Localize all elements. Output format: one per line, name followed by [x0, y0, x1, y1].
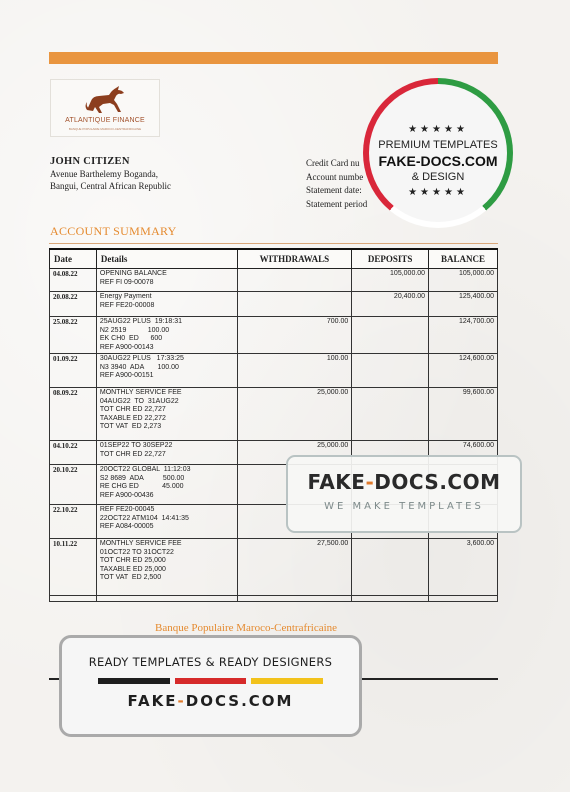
- detail-line: TOT VAT ED 2,273: [99, 423, 162, 430]
- detail-line: N3 3940 ADA 100.00: [99, 363, 179, 371]
- empty-cell: [352, 596, 429, 602]
- table-row: [50, 317, 498, 354]
- cell-date: 25.08.22: [50, 317, 97, 354]
- detail-line: TOT VAT ED 2,500: [99, 574, 162, 581]
- cell-deposit: [352, 354, 429, 388]
- account-info-block: [306, 157, 367, 211]
- watermark-box: [286, 455, 522, 533]
- table-row: [50, 292, 498, 317]
- detail-line: 25AUG22 PLUS 19:18:31: [99, 318, 182, 325]
- cell-withdrawal: [237, 292, 352, 317]
- table-header-row: [50, 249, 498, 269]
- account-holder-block: [50, 156, 171, 192]
- holder-address-line1: Avenue Barthelemy Boganda,: [50, 169, 159, 179]
- flag-stripe-black: [98, 678, 170, 684]
- watermark-dash: -: [365, 470, 375, 494]
- detail-line: TOT CHR ED 22,727: [99, 450, 166, 458]
- empty-cell: [429, 596, 498, 602]
- bank-footer-name: Banque Populaire Maroco-Centrafricaine: [155, 622, 338, 634]
- cell-deposit: [352, 539, 429, 596]
- transactions-table-wrap: [49, 248, 501, 597]
- detail-line: 04AUG22 TO 31AUG22: [99, 397, 179, 405]
- header-accent-bar: [49, 52, 498, 64]
- cell-details: [96, 317, 237, 354]
- cell-date: 08.09.22: [50, 388, 97, 441]
- cell-date: 04.10.22: [50, 441, 97, 465]
- cell-withdrawal: 25,000.00: [237, 441, 352, 465]
- cell-details: [96, 269, 237, 292]
- stamp-text-bottom: & DESIGN: [411, 171, 465, 183]
- watermark-title: [288, 470, 520, 494]
- detail-line: 01SEP22 TO 30SEP22: [99, 442, 173, 449]
- banner-tagline: READY TEMPLATES & READY DESIGNERS: [88, 655, 333, 669]
- detail-line: MONTHLY SERVICE FEE: [99, 389, 182, 396]
- detail-line: 01OCT22 TO 31OCT22: [99, 548, 174, 556]
- section-title: ACCOUNT SUMMARY: [50, 224, 177, 238]
- premium-stamp: [363, 78, 513, 228]
- cell-date: 20.10.22: [50, 465, 97, 505]
- cell-details: [96, 465, 237, 505]
- banner-title: [62, 692, 359, 710]
- promo-banner: [59, 635, 362, 737]
- cell-balance: 3,600.00: [429, 539, 498, 596]
- cell-withdrawal: [237, 269, 352, 292]
- cell-balance: 74,600.00: [429, 441, 498, 465]
- cell-details: [96, 388, 237, 441]
- cell-balance: 124,700.00: [429, 317, 498, 354]
- detail-line: REF FI 09-00078: [99, 278, 154, 286]
- account-number-label: Account numbe: [306, 171, 364, 182]
- stamp-text-top: PREMIUM TEMPLATES: [378, 139, 498, 151]
- title-divider: [49, 243, 498, 244]
- table-body: [50, 269, 501, 602]
- watermark-title-a: FAKE: [307, 470, 366, 494]
- watermark-subtitle: WE MAKE TEMPLATES: [324, 501, 484, 512]
- table-row: [50, 539, 498, 596]
- detail-line: MONTHLY SERVICE FEE: [99, 540, 182, 547]
- cell-deposit: 105,000.00: [352, 269, 429, 292]
- logo-wordmark: ATLANTIQUE FINANCE: [65, 117, 145, 124]
- flag-stripe-yellow: [251, 678, 323, 684]
- detail-line: 30AUG22 PLUS 17:33:25: [99, 355, 184, 362]
- detail-line: REF A084-00005: [99, 523, 154, 530]
- watermark-title-b: DOCS.COM: [374, 470, 501, 494]
- detail-line: REF A900-00436: [99, 491, 154, 499]
- cell-balance: 124,600.00: [429, 354, 498, 388]
- cell-deposit: [352, 317, 429, 354]
- cell-date: 20.08.22: [50, 292, 97, 317]
- cell-details: [96, 505, 237, 539]
- holder-name: JOHN CITIZEN: [50, 156, 130, 167]
- cell-withdrawal: 100.00: [237, 354, 352, 388]
- cell-details: [96, 441, 237, 465]
- banner-dash: -: [177, 692, 186, 710]
- detail-line: EK CH0 ED 600: [99, 335, 163, 342]
- stars-icon: ★★★★★: [408, 187, 468, 198]
- cell-date: 10.11.22: [50, 539, 97, 596]
- detail-line: TAXABLE ED 22,272: [99, 414, 166, 422]
- cell-balance: 125,400.00: [429, 292, 498, 317]
- cell-details: [96, 292, 237, 317]
- detail-line: RE CHG ED 45.000: [99, 483, 184, 490]
- detail-line: OPENING BALANCE: [99, 270, 167, 277]
- col-deposits: DEPOSITS: [352, 249, 429, 269]
- detail-line: REF FE20-00008: [99, 301, 155, 309]
- cell-date: 04.08.22: [50, 269, 97, 292]
- cell-withdrawal: 25,000.00: [237, 388, 352, 441]
- statement-date-label: Statement date:: [306, 185, 362, 195]
- detail-line: TAXABLE ED 25,000: [99, 565, 166, 573]
- statement-period-label: Statement period: [306, 198, 368, 209]
- cell-withdrawal: 27,500.00: [237, 539, 352, 596]
- cell-withdrawal: 700.00: [237, 317, 352, 354]
- detail-line: REF A900-00143: [99, 343, 154, 351]
- logo-tagline: BANQUE POPULAIRE MAROCO-CENTRAFRICAINE: [68, 127, 142, 131]
- card-number-label: Credit Card nu: [306, 158, 360, 168]
- cell-balance: 105,000.00: [429, 269, 498, 292]
- holder-address-line2: Bangui, Central African Republic: [50, 181, 171, 191]
- col-details: Details: [96, 249, 237, 269]
- stamp-face: [369, 84, 507, 222]
- horse-icon: [81, 84, 129, 116]
- banner-title-b: DOCS.COM: [185, 692, 294, 710]
- table-filler-row: [50, 596, 498, 602]
- detail-line: TOT CHR ED 25,000: [99, 557, 166, 564]
- cell-date: 22.10.22: [50, 505, 97, 539]
- detail-line: 20OCT22 GLOBAL 11:12:03: [99, 466, 191, 473]
- detail-line: REF FE20-00045: [99, 506, 155, 513]
- cell-deposit: 20,400.00: [352, 292, 429, 317]
- cell-deposit: [352, 388, 429, 441]
- table-row: [50, 388, 498, 441]
- banner-title-a: FAKE: [127, 692, 178, 710]
- empty-cell: [96, 596, 237, 602]
- bank-logo: [50, 79, 160, 137]
- detail-line: 22OCT22 ATM104 14:41:35: [99, 514, 189, 522]
- flag-stripes: [98, 678, 323, 684]
- cell-details: [96, 354, 237, 388]
- stamp-text-main: FAKE-DOCS.COM: [378, 153, 498, 169]
- cell-details: [96, 539, 237, 596]
- empty-cell: [50, 596, 97, 602]
- cell-balance: 99,600.00: [429, 388, 498, 441]
- cell-date: 01.09.22: [50, 354, 97, 388]
- detail-line: TOT CHR ED 22,727: [99, 406, 166, 413]
- empty-cell: [237, 596, 352, 602]
- detail-line: REF A900-00151: [99, 372, 154, 379]
- table-row: [50, 269, 498, 292]
- flag-stripe-red: [175, 678, 247, 684]
- col-balance: BALANCE: [429, 249, 498, 269]
- detail-line: Energy Payment: [99, 293, 152, 300]
- transactions-table: [49, 248, 501, 602]
- col-withdrawals: WITHDRAWALS: [237, 249, 352, 269]
- stars-icon: ★★★★★: [408, 124, 468, 135]
- detail-line: N2 2519 100.00: [99, 326, 170, 334]
- table-row: [50, 354, 498, 388]
- detail-line: S2 8689 ADA 500.00: [99, 474, 185, 482]
- col-date: Date: [50, 249, 97, 269]
